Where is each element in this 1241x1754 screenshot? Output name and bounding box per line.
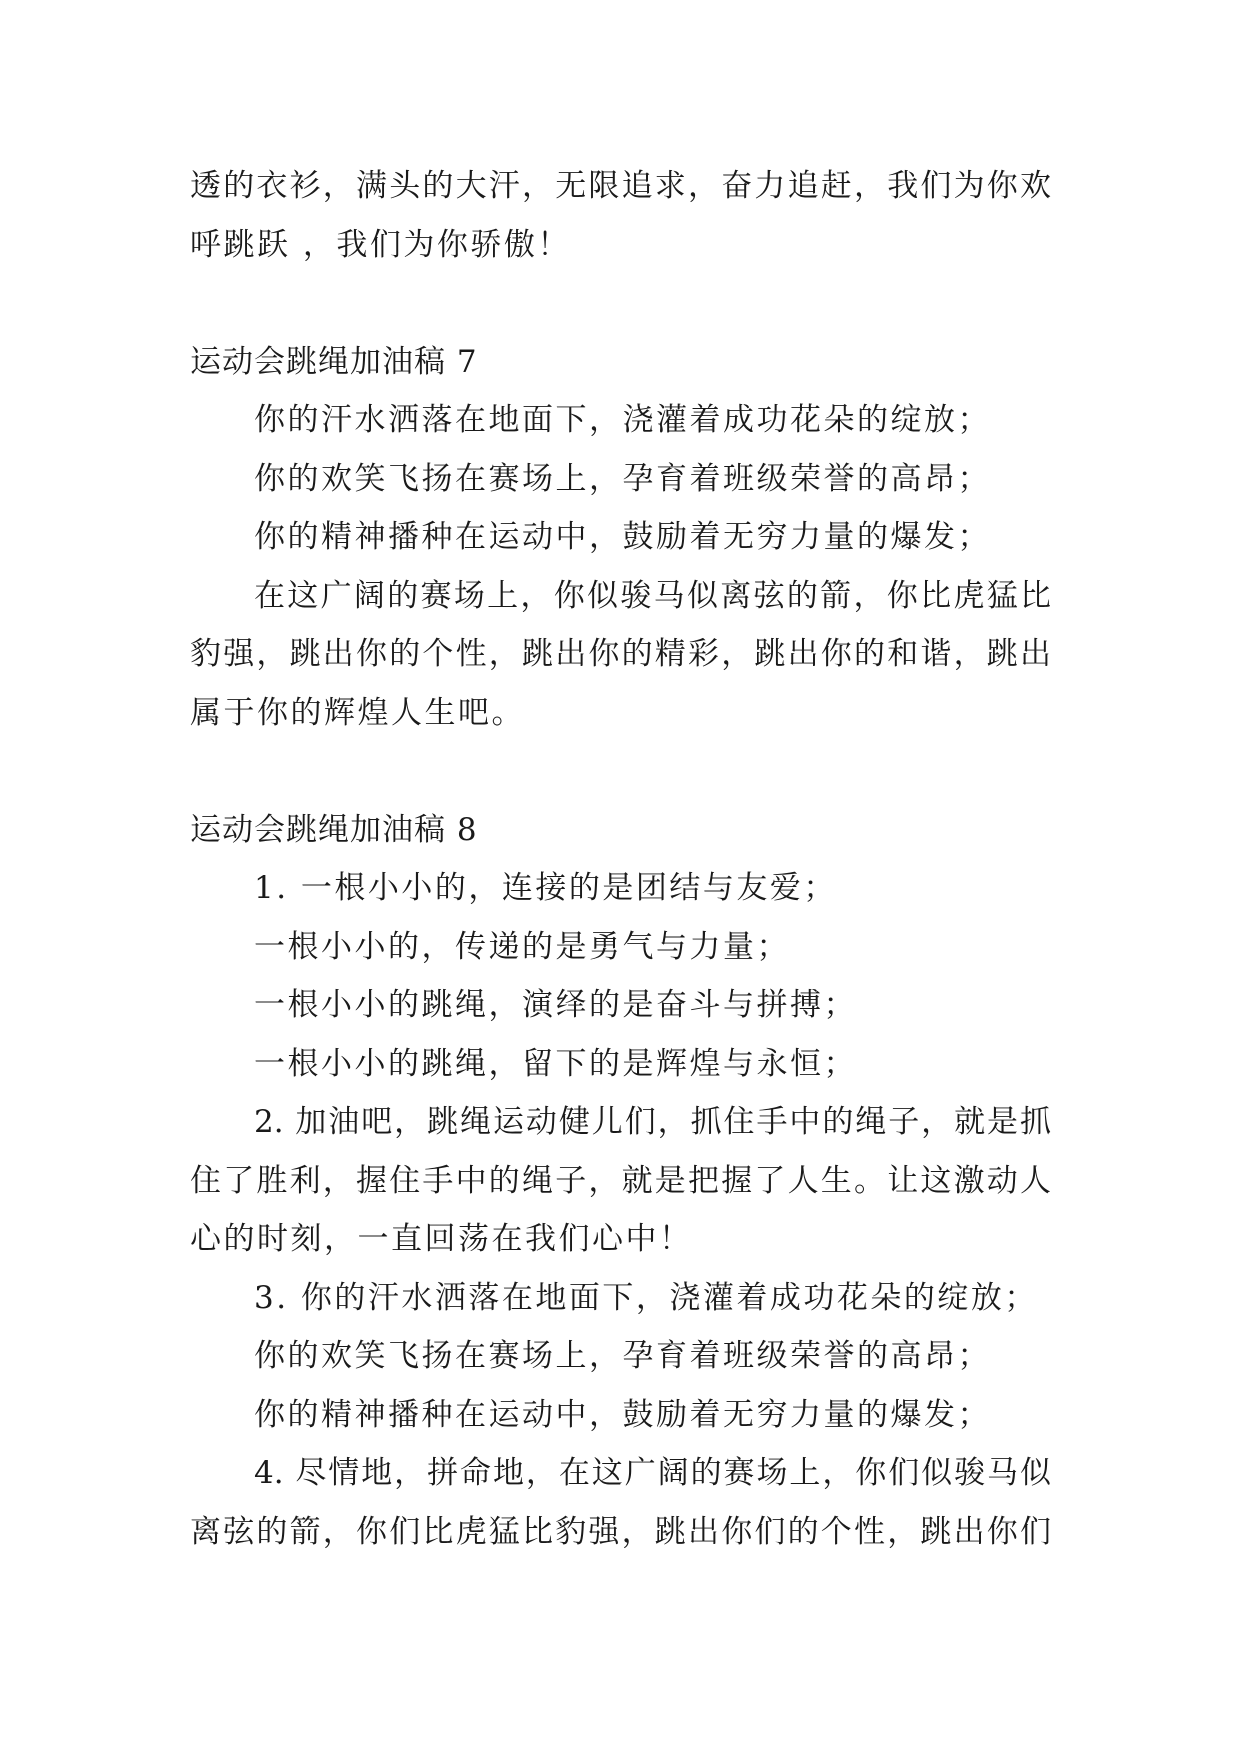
paragraph-line: 一根小小的，传递的是勇气与力量； (254, 928, 790, 965)
paragraph-line: 你的精神播种在运动中，鼓励着无穷力量的爆发； (254, 519, 991, 555)
paragraph-line: 离弦的箭，你们比虎猛比豹强，跳出你们的个性，跳出你们 (190, 1513, 1051, 1550)
paragraph-line: 在这广阔的赛场上，你似骏马似离弦的箭，你比虎猛比 (254, 577, 1051, 614)
paragraph-line: 一根小小的跳绳，留下的是辉煌与永恒； (254, 1045, 857, 1082)
spacer (190, 742, 1051, 801)
paragraph-line: 豹强，跳出你的个性，跳出你的精彩，跳出你的和谐，跳出 (190, 636, 1051, 672)
document-body (190, 157, 1051, 1561)
section-heading-8: 运动会跳绳加油稿 8 (190, 811, 478, 848)
paragraph-line: 你的汗水洒落在地面下，浇灌着成功花朵的绽放； (254, 402, 991, 438)
spacer (190, 274, 1051, 333)
section-heading-7: 运动会跳绳加油稿 7 (190, 343, 478, 380)
paragraph-line: 2. 加油吧，跳绳运动健儿们，抓住手中的绳子，就是抓 (254, 1104, 1051, 1140)
paragraph-line: 1. 一根小小的，连接的是团结与友爱； (254, 870, 837, 906)
paragraph-line: 心的时刻，一直回荡在我们心中！ (190, 1221, 693, 1257)
paragraph-line: 呼跳跃 ，我们为你骄傲！ (190, 226, 571, 263)
paragraph-line: 属于你的辉煌人生吧。 (190, 694, 525, 731)
paragraph-line: 你的欢笑飞扬在赛场上，孕育着班级荣誉的高昂； (254, 460, 991, 497)
paragraph-line: 你的欢笑飞扬在赛场上，孕育着班级荣誉的高昂； (254, 1338, 991, 1374)
paragraph-line: 住了胜利，握住手中的绳子，就是把握了人生。让这激动人 (190, 1162, 1051, 1199)
paragraph-line: 你的精神播种在运动中，鼓励着无穷力量的爆发； (254, 1396, 991, 1433)
paragraph-line: 3. 你的汗水洒落在地面下，浇灌着成功花朵的绽放； (254, 1279, 1038, 1316)
paragraph-line: 4. 尽情地，拼命地，在这广阔的赛场上，你们似骏马似 (254, 1455, 1051, 1491)
paragraph-line: 一根小小的跳绳，演绎的是奋斗与拼搏； (254, 987, 857, 1023)
paragraph-line: 透的衣衫，满头的大汗，无限追求，奋力追赶，我们为你欢 (190, 168, 1051, 204)
